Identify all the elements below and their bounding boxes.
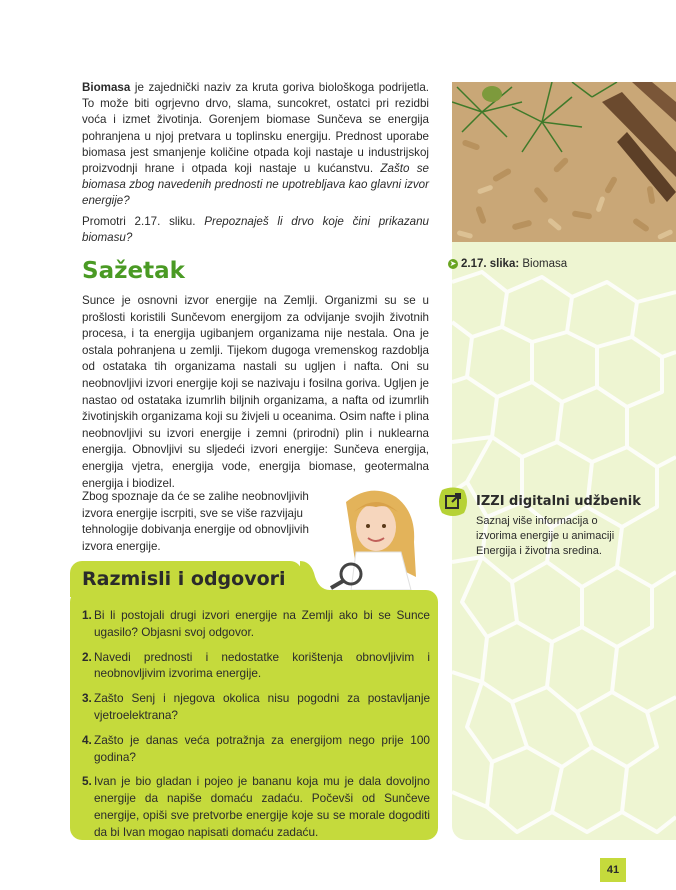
question-number: 1. [82,608,92,622]
question-number: 3. [82,691,92,706]
biomass-photo [452,82,676,242]
intro-text [82,80,429,250]
question-item [82,649,430,683]
question-number: 4. [82,732,92,747]
question-text: Bi li postojali drugi izvori energije na Zemlji ako bi se Sunce ugasilo? Objasni svoj odgovor. [94,608,430,639]
girl-with-magnifier-image [316,482,434,590]
question-number: 5. [82,774,92,789]
izzi-title[interactable]: IZZI digitalni udžbenik [476,494,641,509]
question-item [82,732,430,766]
question-text: Navedi prednosti i nedostatke korištenja obnovljivim i neobnovljivim izvorima energije. [94,649,430,681]
intro-question-2: Prepoznaješ li drvo koje čini prikazanu biomasu? [82,214,429,244]
intro-text-2: Promotri 2.17. sliku. [82,214,205,228]
intro-question-1: Zašto se biomasa zbog navedenih prednosti ne upotrebljava kao glavni izvor energije? [82,162,429,208]
intro-paragraph-1 [82,80,429,210]
external-link-icon[interactable] [436,486,470,518]
think-box-title: Razmisli i odgovori [82,568,286,590]
figure-caption-text: Biomasa [519,258,568,270]
question-text: Zašto je danas veća potražnja za energijom nego prije 100 godina? [94,732,430,764]
question-item [82,773,430,840]
figure-label: 2.17. slika: [461,258,520,270]
question-item [82,607,430,641]
question-item [82,690,430,724]
summary-paragraph: Sunce je osnovni izvor energije na Zemlji. Organizmi su se u prošlosti koristili Sunčevom energijom za odvijanje svojih životnih procesa, i ta energija ugibanjem organizama nije nestala. Ona je ostala pohranjena u zemlji. Tijekom dugoga vremenskog razdoblja od ostataka tih organizama nastali su ugljen i nafta. Oni su neobnovljivi izvori energije koji se nazivaju i fosilna goriva. Ugljen je nastao od ostataka izumrlih biljnih organizama, a nafta od izumrlih životinjskih organizama koji su živjeli u oceanima. Osim nafte i plina neobnovljivi su izvori energije i zemni (prirodni) plin i nuklearna energija. Obnovljivi su sljedeći izvori energije: Sunčeva energija, energija vjetra, energija vode, energija biomase, geotermalna energija i biodizel. [82,294,429,490]
summary-title: Sažetak [82,258,185,284]
summary-paragraph-2: Zbog spoznaje da će se zalihe neobnovljivih izvora energije iscrpiti, sve se više razvijaju tehnologije dobivanja energije od obnovljivih izvora energije. [82,490,309,553]
izzi-description: Saznaj više informacija o izvorima energije u animaciji Energija i životna sredina. [476,515,615,557]
intro-paragraph-2 [82,214,429,246]
arrow-right-icon: ➤ [449,258,457,268]
question-text: Zašto Senj i njegova okolica nisu pogodni za postavljanje vjetroelektrana? [94,691,430,722]
page-number: 41 [600,858,626,882]
intro-term: Biomasa [82,81,131,94]
question-list [82,607,430,849]
intro-text-1: je zajednički naziv za kruta goriva biološkoga podrijetla. To može biti ogrjevno drvo, slama, suncokret, ostatci pri rezidbi voća i izmet životinja. Gorenjem biomase Sunčeva se energija pohranjena u njoj pretvara u toplinsku energiju. Prednost uporabe biomasa jest smanjenje količine otpada koji nastaje u industrijskoj proizvodnji hrane i otpada koji nastaje u kućanstvu. [82,81,429,176]
question-text: Ivan je bio gladan i pojeo je bananu koja mu je dala dovoljno energije da napiše domaću zadaću. Počevši od Sunčeve energije, opiši sve pretvorbe energije koje su se morale dogoditi da bi Ivan mogao napisati domaću zadaću. [94,774,430,839]
question-number: 2. [82,649,92,664]
figure-caption [448,258,567,270]
